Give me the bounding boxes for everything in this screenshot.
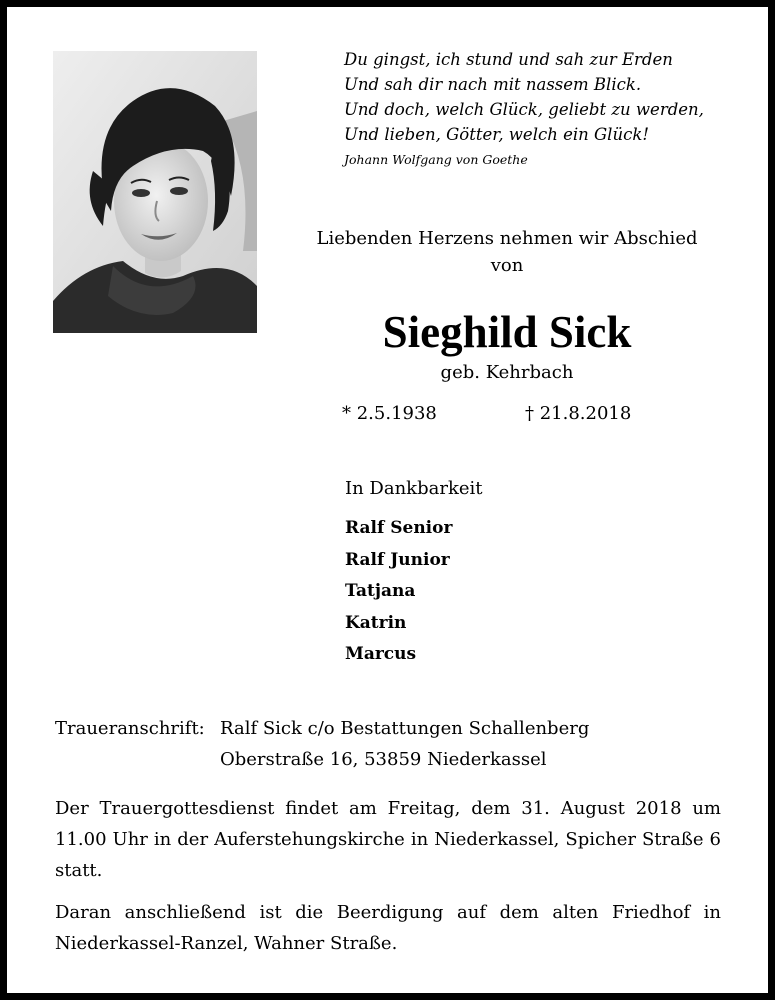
family-member: Ralf Senior: [345, 518, 453, 538]
birth-date: * 2.5.1938: [342, 403, 437, 424]
poem-line: Und doch, welch Glück, geliebt zu werden,: [344, 100, 704, 119]
poem-author: Johann Wolfgang von Goethe: [344, 152, 528, 167]
poem-block: [344, 47, 744, 167]
family-member: Tatjana: [345, 581, 416, 601]
portrait-photo-icon: [53, 51, 257, 333]
service-paragraph: Der Trauergottesdienst findet am Freitag, dem 31. August 2018 um 11.00 Uhr in der Auferstehungskirche in Niederkassel, Spicher Straße 6 statt.: [55, 798, 721, 881]
poem-line: Du gingst, ich stund und sah zur Erden: [344, 50, 673, 69]
family-member: Ralf Junior: [345, 549, 450, 570]
farewell-text: [277, 225, 737, 279]
address-line: Ralf Sick c/o Bestattungen Schallenberg: [220, 718, 590, 739]
maiden-name: geb. Kehrbach: [440, 362, 574, 383]
address-line: Oberstraße 16, 53859 Niederkassel: [220, 749, 547, 770]
family-list: [345, 513, 452, 671]
gratitude-text: In Dankbarkeit: [345, 478, 483, 499]
farewell-line: Liebenden Herzens nehmen wir Abschied: [316, 228, 698, 249]
family-member: Katrin: [345, 612, 407, 633]
family-member: Marcus: [345, 644, 417, 664]
portrait-photo: [53, 51, 257, 333]
burial-paragraph: Daran anschließend ist die Beerdigung auf dem alten Friedhof in Niederkassel-Ranzel, Wahner Straße.: [55, 902, 721, 954]
death-date: † 21.8.2018: [525, 403, 632, 424]
address-label: Traueranschrift:: [55, 718, 205, 739]
farewell-line: von: [490, 255, 524, 276]
poem-line: Und sah dir nach mit nassem Blick.: [344, 75, 642, 94]
deceased-name: Sieghild Sick: [382, 307, 632, 357]
poem-line: Und lieben, Götter, welch ein Glück!: [344, 125, 649, 144]
